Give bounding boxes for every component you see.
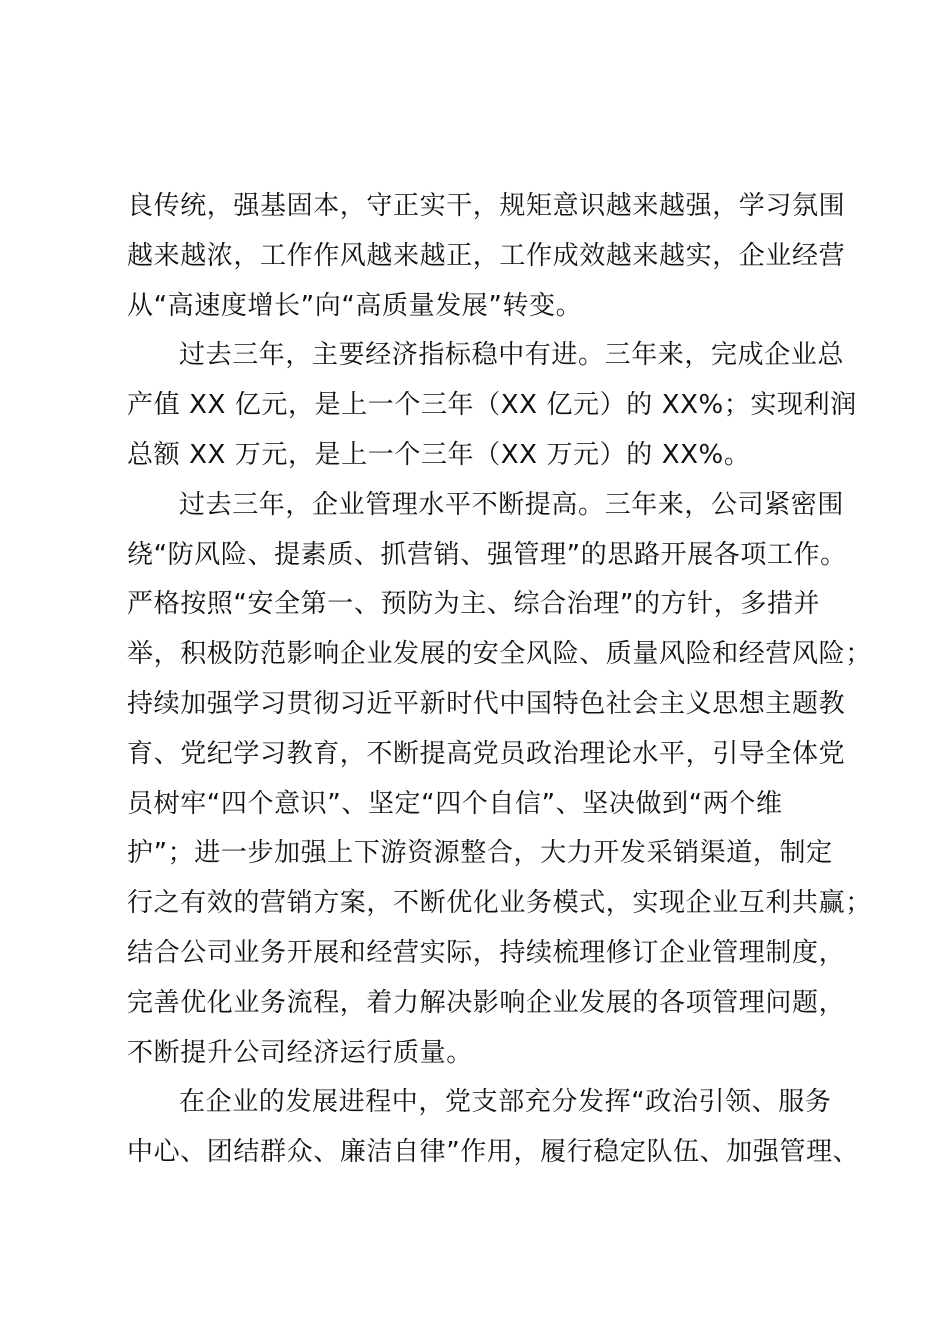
text-line: 从“高速度增长”向“高质量发展”转变。 <box>127 290 583 321</box>
text-line: 总额 XX 万元，是上一个三年（XX 万元）的 XX%。 <box>127 439 751 470</box>
text-line: 完善优化业务流程，着力解决影响企业发展的各项管理问题， <box>127 987 846 1018</box>
paragraph-first-line: 过去三年，主要经济指标稳中有进。三年来，完成企业总 <box>179 340 845 371</box>
text-line: 护”；进一步加强上下游资源整合，大力开发采销渠道，制定 <box>127 838 833 869</box>
text-line: 举，积极防范影响企业发展的安全风险、质量风险和经营风险； <box>127 639 872 670</box>
text-line: 持续加强学习贯彻习近平新时代中国特色社会主义思想主题教 <box>127 688 846 719</box>
paragraph-first-line: 过去三年，企业管理水平不断提高。三年来，公司紧密围 <box>179 489 845 520</box>
text-line: 不断提升公司经济运行质量。 <box>127 1037 473 1068</box>
text-line: 产值 XX 亿元，是上一个三年（XX 亿元）的 XX%；实现利润 <box>127 390 857 421</box>
text-line: 越来越浓，工作作风越来越正，工作成效越来越实，企业经营 <box>127 240 846 271</box>
text-line: 结合公司业务开展和经营实际，持续梳理修订企业管理制度， <box>127 937 846 968</box>
text-line: 中心、团结群众、廉洁自律”作用，履行稳定队伍、加强管理、 <box>127 1137 860 1168</box>
body-text <box>127 182 872 1178</box>
text-line: 育、党纪学习教育，不断提高党员政治理论水平，引导全体党 <box>127 738 846 769</box>
text-line: 严格按照“安全第一、预防为主、综合治理”的方针，多措并 <box>127 589 821 620</box>
text-line: 绕“防风险、提素质、抓营销、强管理”的思路开展各项工作。 <box>127 539 847 570</box>
text-line: 行之有效的营销方案，不断优化业务模式，实现企业互利共赢； <box>127 888 872 919</box>
text-line: 良传统，强基固本，守正实干，规矩意识越来越强，学习氛围 <box>127 191 846 221</box>
paragraph-first-line: 在企业的发展进程中，党支部充分发挥“政治引领、服务 <box>179 1087 832 1118</box>
text-line: 员树牢“四个意识”、坚定“四个自信”、坚决做到“两个维 <box>127 788 783 819</box>
